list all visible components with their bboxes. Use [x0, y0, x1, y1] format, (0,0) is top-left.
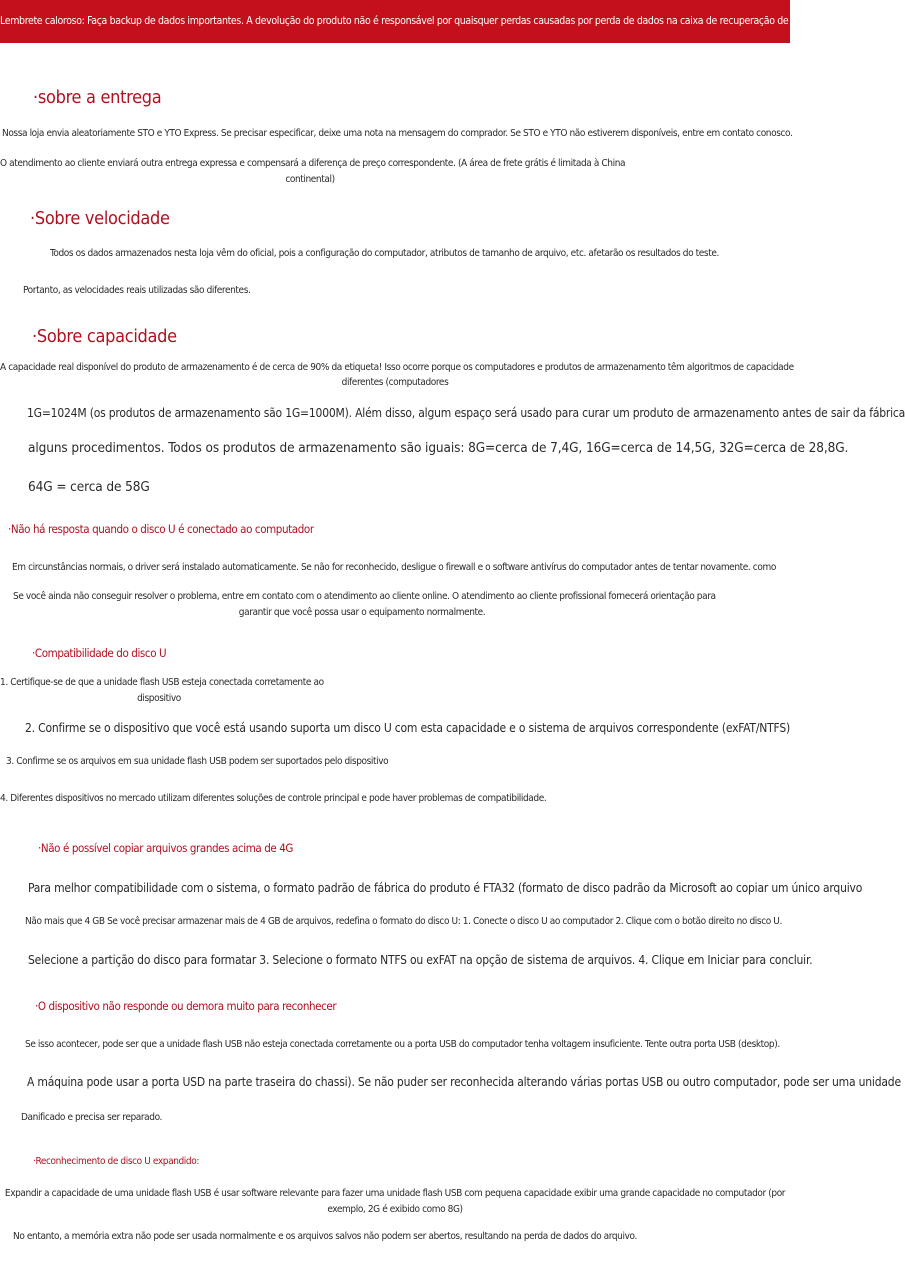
expanded-disk-heading: ·Reconhecimento de disco U expandido: — [33, 1156, 199, 1167]
speed-paragraph-2: Portanto, as velocidades reais utilizadas são diferentes. — [23, 285, 251, 296]
large-files-paragraph-2: Não mais que 4 GB Se você precisar armazenar mais de 4 GB de arquivos, redefina o formato do disco U: 1. Conecte o disco U ao computador 2. Clique com o botão direito no disco U. — [25, 916, 782, 927]
no-response-paragraph-2: Se você ainda não conseguir resolver o problema, entre em contato com o atendimento ao cliente online. O atendimento ao cliente profissional fornecerá orientação para — [13, 591, 716, 602]
warning-banner: Lembrete caloroso: Faça backup de dados importantes. A devolução do produto não é responsável por quaisquer perdas causadas por perda de dados na caixa de recuperação de dados. — [0, 0, 790, 43]
not-responding-paragraph-1: Se isso acontecer, pode ser que a unidade flash USB não esteja conectada corretamente ou a porta USB do computador tenha voltagem insuficiente. Tente outra porta USB (desktop). — [25, 1039, 780, 1050]
compatibility-item-3: 3. Confirme se os arquivos em sua unidade flash USB podem ser suportados pelo dispositivo — [6, 756, 389, 767]
expanded-disk-paragraph-2: No entanto, a memória extra não pode ser usada normalmente e os arquivos salvos não podem ser abertos, resultando na perda de dados do arquivo. — [13, 1231, 637, 1242]
capacity-paragraph-4: 64G = cerca de 58G — [28, 479, 150, 495]
no-response-paragraph-1: Em circunstâncias normais, o driver será instalado automaticamente. Se não for reconhecido, desligue o firewall e o software antivírus do computador antes de tentar novamente. como — [12, 562, 776, 573]
expanded-disk-paragraph-1-cont: exemplo, 2G é exibido como 8G) — [327, 1204, 463, 1215]
compatibility-item-4: 4. Diferentes dispositivos no mercado utilizam diferentes soluções de controle principal e pode haver problemas de compatibilidade. — [0, 793, 547, 804]
large-files-paragraph-1: Para melhor compatibilidade com o sistema, o formato padrão de fábrica do produto é FTA32 (formato de disco padrão da Microsoft ao copiar um único arquivo — [28, 881, 863, 895]
capacity-paragraph-1: A capacidade real disponível do produto de armazenamento é de cerca de 90% da etiqueta! Isso ocorre porque os computadores e produtos de armazenamento têm algoritmos de capacidade — [0, 362, 794, 373]
compatibility-item-1-cont: dispositivo — [137, 693, 181, 704]
capacity-heading: ·Sobre capacidade — [32, 326, 177, 347]
speed-paragraph-1: Todos os dados armazenados nesta loja vêm do oficial, pois a configuração do computador, atributos de tamanho de arquivo, etc. afetarão os resultados do teste. — [50, 248, 719, 259]
speed-heading: ·Sobre velocidade — [30, 208, 170, 229]
capacity-paragraph-2: 1G=1024M (os produtos de armazenamento são 1G=1000M). Além disso, algum espaço será usado para curar um produto de armazenamento antes de sair da fábrica — [27, 406, 905, 420]
delivery-paragraph-2-cont: continental) — [285, 174, 335, 185]
not-responding-heading: ·O dispositivo não responde ou demora muito para reconhecer — [35, 999, 337, 1013]
capacity-paragraph-3: alguns procedimentos. Todos os produtos de armazenamento são iguais: 8G=cerca de 7,4G, 16G=cerca de 14,5G, 32G=cerca de 28,8G. — [28, 440, 849, 456]
not-responding-paragraph-2: A máquina pode usar a porta USD na parte traseira do chassi). Se não puder ser reconhecida alterando várias portas USB ou outro computador, pode ser uma unidade — [27, 1075, 901, 1089]
compatibility-item-1: 1. Certifique-se de que a unidade flash USB esteja conectada corretamente ao — [0, 677, 324, 688]
not-responding-paragraph-3: Danificado e precisa ser reparado. — [21, 1112, 162, 1123]
delivery-paragraph-2: O atendimento ao cliente enviará outra entrega expressa e compensará a diferença de preço correspondente. (A área de frete grátis é limitada à China — [0, 158, 626, 169]
compatibility-item-2: 2. Confirme se o dispositivo que você está usando suporta um disco U com esta capacidade e o sistema de arquivos correspondente (exFAT/NTFS) — [25, 721, 790, 735]
expanded-disk-paragraph-1: Expandir a capacidade de uma unidade flash USB é usar software relevante para fazer uma unidade flash USB com pequena capacidade exibir uma grande capacidade no computador (por — [4, 1188, 786, 1199]
compatibility-heading: ·Compatibilidade do disco U — [32, 646, 167, 660]
delivery-heading: ·sobre a entrega — [33, 87, 162, 108]
no-response-paragraph-2-cont: garantir que você possa usar o equipamento normalmente. — [238, 607, 486, 618]
delivery-paragraph-1: Nossa loja envia aleatoriamente STO e YTO Express. Se precisar especificar, deixe uma nota na mensagem do comprador. Se STO e YTO não estiverem disponíveis, entre em contato conosco. — [2, 128, 793, 139]
capacity-paragraph-1-cont: diferentes (computadores — [341, 377, 449, 388]
no-response-heading: ·Não há resposta quando o disco U é conectado ao computador — [8, 522, 314, 536]
large-files-paragraph-3: Selecione a partição do disco para formatar 3. Selecione o formato NTFS ou exFAT na opção de sistema de arquivos. 4. Clique em Iniciar para concluir. — [28, 953, 813, 967]
large-files-heading: ·Não é possível copiar arquivos grandes acima de 4G — [38, 841, 294, 855]
